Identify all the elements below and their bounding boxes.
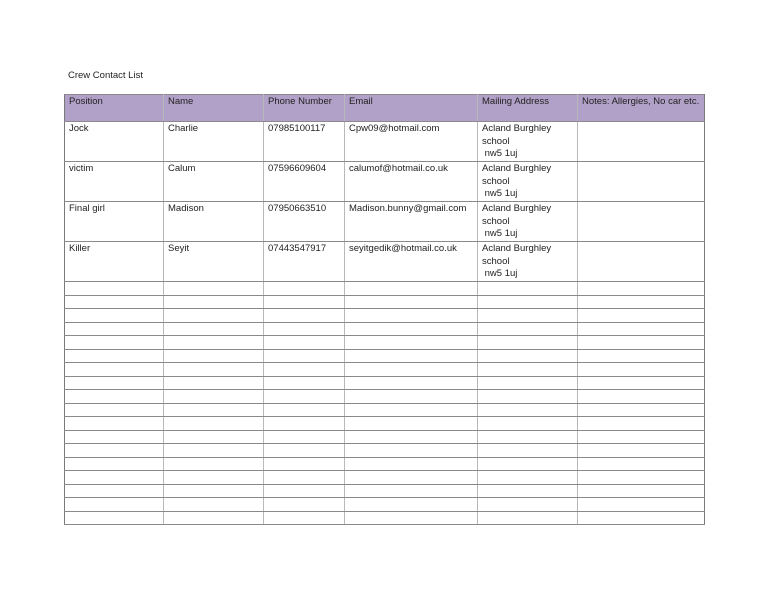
- notes-cell: [578, 242, 705, 282]
- empty-cell: [264, 349, 345, 363]
- empty-cell: [345, 498, 478, 512]
- email-cell: seyitgedik@hotmail.co.uk: [345, 242, 478, 282]
- empty-cell: [345, 363, 478, 377]
- empty-table-row: [65, 363, 705, 377]
- empty-table-row: [65, 471, 705, 485]
- empty-cell: [478, 430, 578, 444]
- empty-cell: [264, 417, 345, 431]
- empty-cell: [345, 511, 478, 525]
- position-cell: Final girl: [65, 202, 164, 242]
- address-line: Acland Burghley: [482, 163, 552, 174]
- empty-cell: [345, 322, 478, 336]
- empty-table-row: [65, 484, 705, 498]
- empty-cell: [264, 295, 345, 309]
- table-row: [65, 242, 705, 282]
- address-cell: [478, 162, 578, 202]
- empty-cell: [65, 295, 164, 309]
- empty-cell: [345, 349, 478, 363]
- address-cell: [478, 202, 578, 242]
- empty-cell: [264, 403, 345, 417]
- empty-cell: [478, 498, 578, 512]
- address-line: school: [482, 175, 510, 187]
- empty-cell: [578, 471, 705, 485]
- empty-cell: [345, 430, 478, 444]
- empty-cell: [264, 511, 345, 525]
- empty-cell: [578, 444, 705, 458]
- empty-cell: [164, 403, 264, 417]
- empty-cell: [345, 336, 478, 350]
- empty-cell: [345, 417, 478, 431]
- empty-cell: [578, 349, 705, 363]
- name-cell: Seyit: [164, 242, 264, 282]
- position-cell: Killer: [65, 242, 164, 282]
- empty-cell: [65, 511, 164, 525]
- empty-cell: [164, 390, 264, 404]
- table-row: [65, 162, 705, 202]
- empty-cell: [478, 349, 578, 363]
- phone-cell: 07985100117: [264, 122, 345, 162]
- empty-cell: [264, 471, 345, 485]
- phone-cell: 07950663510: [264, 202, 345, 242]
- table-row: [65, 122, 705, 162]
- empty-cell: [578, 403, 705, 417]
- empty-cell: [578, 309, 705, 323]
- empty-cell: [264, 376, 345, 390]
- empty-cell: [578, 457, 705, 471]
- empty-cell: [578, 322, 705, 336]
- empty-cell: [478, 457, 578, 471]
- empty-cell: [164, 471, 264, 485]
- address-cell: [478, 122, 578, 162]
- address-line: nw5 1uj: [482, 188, 518, 199]
- email-cell: calumof@hotmail.co.uk: [345, 162, 478, 202]
- empty-cell: [578, 430, 705, 444]
- empty-cell: [478, 363, 578, 377]
- empty-cell: [478, 336, 578, 350]
- empty-table-row: [65, 376, 705, 390]
- empty-cell: [264, 457, 345, 471]
- empty-cell: [65, 363, 164, 377]
- empty-cell: [264, 430, 345, 444]
- crew-contact-table: [64, 94, 705, 525]
- empty-cell: [478, 444, 578, 458]
- empty-cell: [345, 282, 478, 296]
- empty-table-row: [65, 430, 705, 444]
- empty-cell: [164, 309, 264, 323]
- empty-table-row: [65, 417, 705, 431]
- empty-cell: [345, 376, 478, 390]
- address-cell: [478, 242, 578, 282]
- empty-cell: [478, 282, 578, 296]
- name-cell: Calum: [164, 162, 264, 202]
- column-header-phone: Phone Number: [264, 95, 345, 122]
- empty-cell: [345, 403, 478, 417]
- empty-cell: [164, 322, 264, 336]
- email-cell: Cpw09@hotmail.com: [345, 122, 478, 162]
- name-cell: Madison: [164, 202, 264, 242]
- phone-cell: 07443547917: [264, 242, 345, 282]
- address-line: school: [482, 135, 510, 147]
- empty-cell: [478, 471, 578, 485]
- address-line: Acland Burghley: [482, 243, 552, 254]
- empty-table-row: [65, 282, 705, 296]
- address-line: school: [482, 215, 510, 227]
- table-row: [65, 202, 705, 242]
- empty-cell: [65, 430, 164, 444]
- empty-cell: [164, 457, 264, 471]
- empty-cell: [164, 282, 264, 296]
- empty-cell: [578, 295, 705, 309]
- empty-cell: [478, 309, 578, 323]
- empty-table-row: [65, 322, 705, 336]
- empty-cell: [264, 444, 345, 458]
- empty-cell: [578, 498, 705, 512]
- empty-cell: [264, 336, 345, 350]
- empty-cell: [164, 336, 264, 350]
- address-line: nw5 1uj: [482, 148, 518, 159]
- empty-cell: [478, 295, 578, 309]
- address-line: Acland Burghley: [482, 203, 552, 214]
- empty-cell: [578, 484, 705, 498]
- address-line: nw5 1uj: [482, 228, 518, 239]
- email-cell: Madison.bunny@gmail.com: [345, 202, 478, 242]
- empty-cell: [345, 309, 478, 323]
- empty-cell: [478, 322, 578, 336]
- empty-cell: [164, 444, 264, 458]
- address-line: school: [482, 255, 510, 267]
- empty-cell: [345, 457, 478, 471]
- empty-cell: [65, 390, 164, 404]
- empty-cell: [65, 403, 164, 417]
- empty-cell: [65, 444, 164, 458]
- empty-table-row: [65, 390, 705, 404]
- empty-cell: [478, 403, 578, 417]
- position-cell: Jock: [65, 122, 164, 162]
- empty-cell: [578, 336, 705, 350]
- empty-cell: [264, 282, 345, 296]
- empty-cell: [264, 363, 345, 377]
- empty-table-row: [65, 295, 705, 309]
- position-cell: victim: [65, 162, 164, 202]
- empty-cell: [478, 484, 578, 498]
- empty-cell: [578, 376, 705, 390]
- empty-cell: [65, 336, 164, 350]
- address-line: nw5 1uj: [482, 268, 518, 279]
- document-title: Crew Contact List: [68, 70, 143, 81]
- empty-cell: [478, 511, 578, 525]
- empty-cell: [264, 322, 345, 336]
- empty-cell: [164, 295, 264, 309]
- empty-table-row: [65, 511, 705, 525]
- empty-cell: [264, 309, 345, 323]
- empty-cell: [65, 322, 164, 336]
- empty-cell: [164, 511, 264, 525]
- column-header-email: Email: [345, 95, 478, 122]
- empty-cell: [65, 471, 164, 485]
- empty-cell: [578, 282, 705, 296]
- empty-cell: [164, 498, 264, 512]
- empty-cell: [478, 376, 578, 390]
- empty-cell: [264, 498, 345, 512]
- empty-cell: [164, 484, 264, 498]
- empty-cell: [578, 511, 705, 525]
- empty-cell: [345, 295, 478, 309]
- empty-cell: [345, 471, 478, 485]
- empty-cell: [164, 349, 264, 363]
- empty-cell: [65, 498, 164, 512]
- empty-cell: [65, 457, 164, 471]
- empty-table-row: [65, 309, 705, 323]
- empty-cell: [65, 282, 164, 296]
- empty-cell: [65, 349, 164, 363]
- header-row: [65, 95, 705, 122]
- empty-cell: [578, 363, 705, 377]
- empty-cell: [345, 390, 478, 404]
- column-header-address: Mailing Address: [478, 95, 578, 122]
- name-cell: Charlie: [164, 122, 264, 162]
- notes-cell: [578, 122, 705, 162]
- empty-cell: [264, 390, 345, 404]
- empty-cell: [345, 444, 478, 458]
- empty-cell: [478, 390, 578, 404]
- empty-cell: [478, 417, 578, 431]
- empty-cell: [164, 376, 264, 390]
- empty-cell: [65, 484, 164, 498]
- empty-cell: [65, 376, 164, 390]
- empty-cell: [65, 417, 164, 431]
- empty-cell: [65, 309, 164, 323]
- column-header-notes: Notes: Allergies, No car etc.: [578, 95, 705, 122]
- empty-cell: [578, 390, 705, 404]
- empty-table-row: [65, 349, 705, 363]
- empty-cell: [164, 417, 264, 431]
- empty-table-row: [65, 403, 705, 417]
- column-header-name: Name: [164, 95, 264, 122]
- notes-cell: [578, 162, 705, 202]
- empty-cell: [164, 363, 264, 377]
- empty-cell: [264, 484, 345, 498]
- empty-cell: [345, 484, 478, 498]
- empty-cell: [164, 430, 264, 444]
- empty-table-row: [65, 336, 705, 350]
- notes-cell: [578, 202, 705, 242]
- empty-cell: [578, 417, 705, 431]
- column-header-position: Position: [65, 95, 164, 122]
- empty-table-row: [65, 444, 705, 458]
- empty-table-row: [65, 498, 705, 512]
- address-line: Acland Burghley: [482, 123, 552, 134]
- phone-cell: 07596609604: [264, 162, 345, 202]
- empty-table-row: [65, 457, 705, 471]
